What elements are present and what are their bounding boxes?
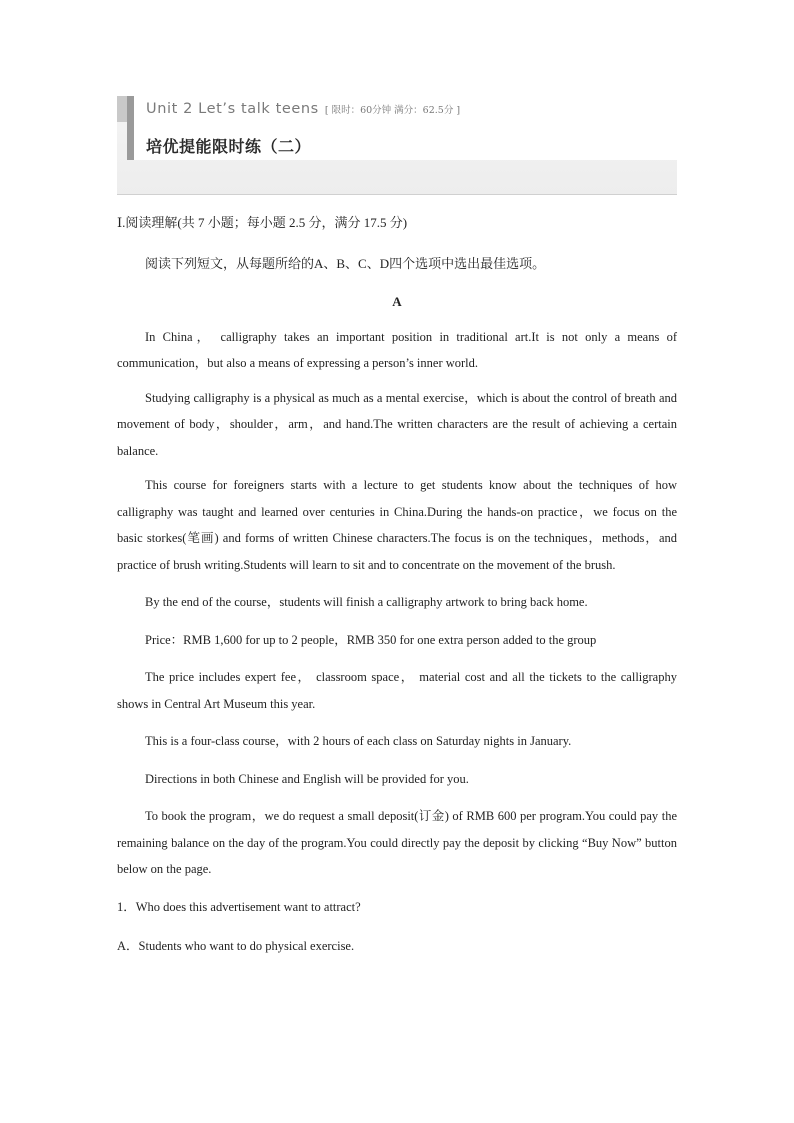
passage-paragraph-price: Price：RMB 1,600 for up to 2 people，RMB 350 for one extra person added to the group [145, 632, 597, 647]
section-instruction: 阅读下列短文，从每题所给的A、B、C、D四个选项中选出最佳选项。 [145, 255, 546, 271]
passage-paragraph-7: This is a four-class course，with 2 hours of each class on Saturday nights in January. [145, 734, 572, 748]
question-1: 1．Who does this advertisement want to attract? [117, 899, 361, 914]
exercise-subtitle: 培优提能限时练（二） [146, 137, 312, 156]
passage-paragraph-3: This course for foreigners starts with a lecture to get students know about the techniques of how calligraphy was taught and learned over centuries in China.During the hands-on practice，we focus on the basic storkes(笔画) and forms of written Chinese characters.The focus is on the techniques，methods，and practice of brush writing.Students will learn to sit and to concentrate on the movement of the brush. [117, 478, 677, 572]
banner-accent-bar [117, 96, 127, 122]
passage-paragraph-6: The price includes expert fee， classroom space， material cost and all the tickets to the calligraphy shows in Central Art Museum this year. [117, 670, 677, 711]
passage-paragraph-2: Studying calligraphy is a physical as much as a mental exercise，which is about the control of breath and movement of body，shoulder，arm，and hand.The written characters are the result of achieving a certain balance. [117, 390, 677, 458]
passage-paragraph-9: To book the program，we do request a small deposit(订金) of RMB 600 per program.You could pay the remaining balance on the day of the program.You could directly pay the deposit by clicking “Buy Now” button below on the page. [117, 809, 677, 876]
passage-paragraph-1: In China， calligraphy takes an important position in traditional art.It is not only a means of communication，but also a means of expressing a person’s inner world. [117, 329, 677, 370]
passage-label: A [392, 294, 402, 309]
section-heading: Ⅰ.阅读理解(共 7 小题；每小题 2.5 分，满分 17.5 分) [117, 215, 408, 230]
passage-paragraph-4: By the end of the course，students will finish a calligraphy artwork to bring back home. [145, 595, 588, 609]
document-body [117, 210, 677, 960]
time-score-meta: [ 限时：60分钟 满分：62.5分 ] [324, 105, 461, 116]
unit-title: Unit 2 Let’s talk teens [146, 101, 319, 117]
unit-title-row [146, 100, 460, 118]
question-1-option-a: A．Students who want to do physical exercise. [117, 939, 355, 953]
passage-paragraph-8: Directions in both Chinese and English will be provided for you. [145, 771, 469, 786]
